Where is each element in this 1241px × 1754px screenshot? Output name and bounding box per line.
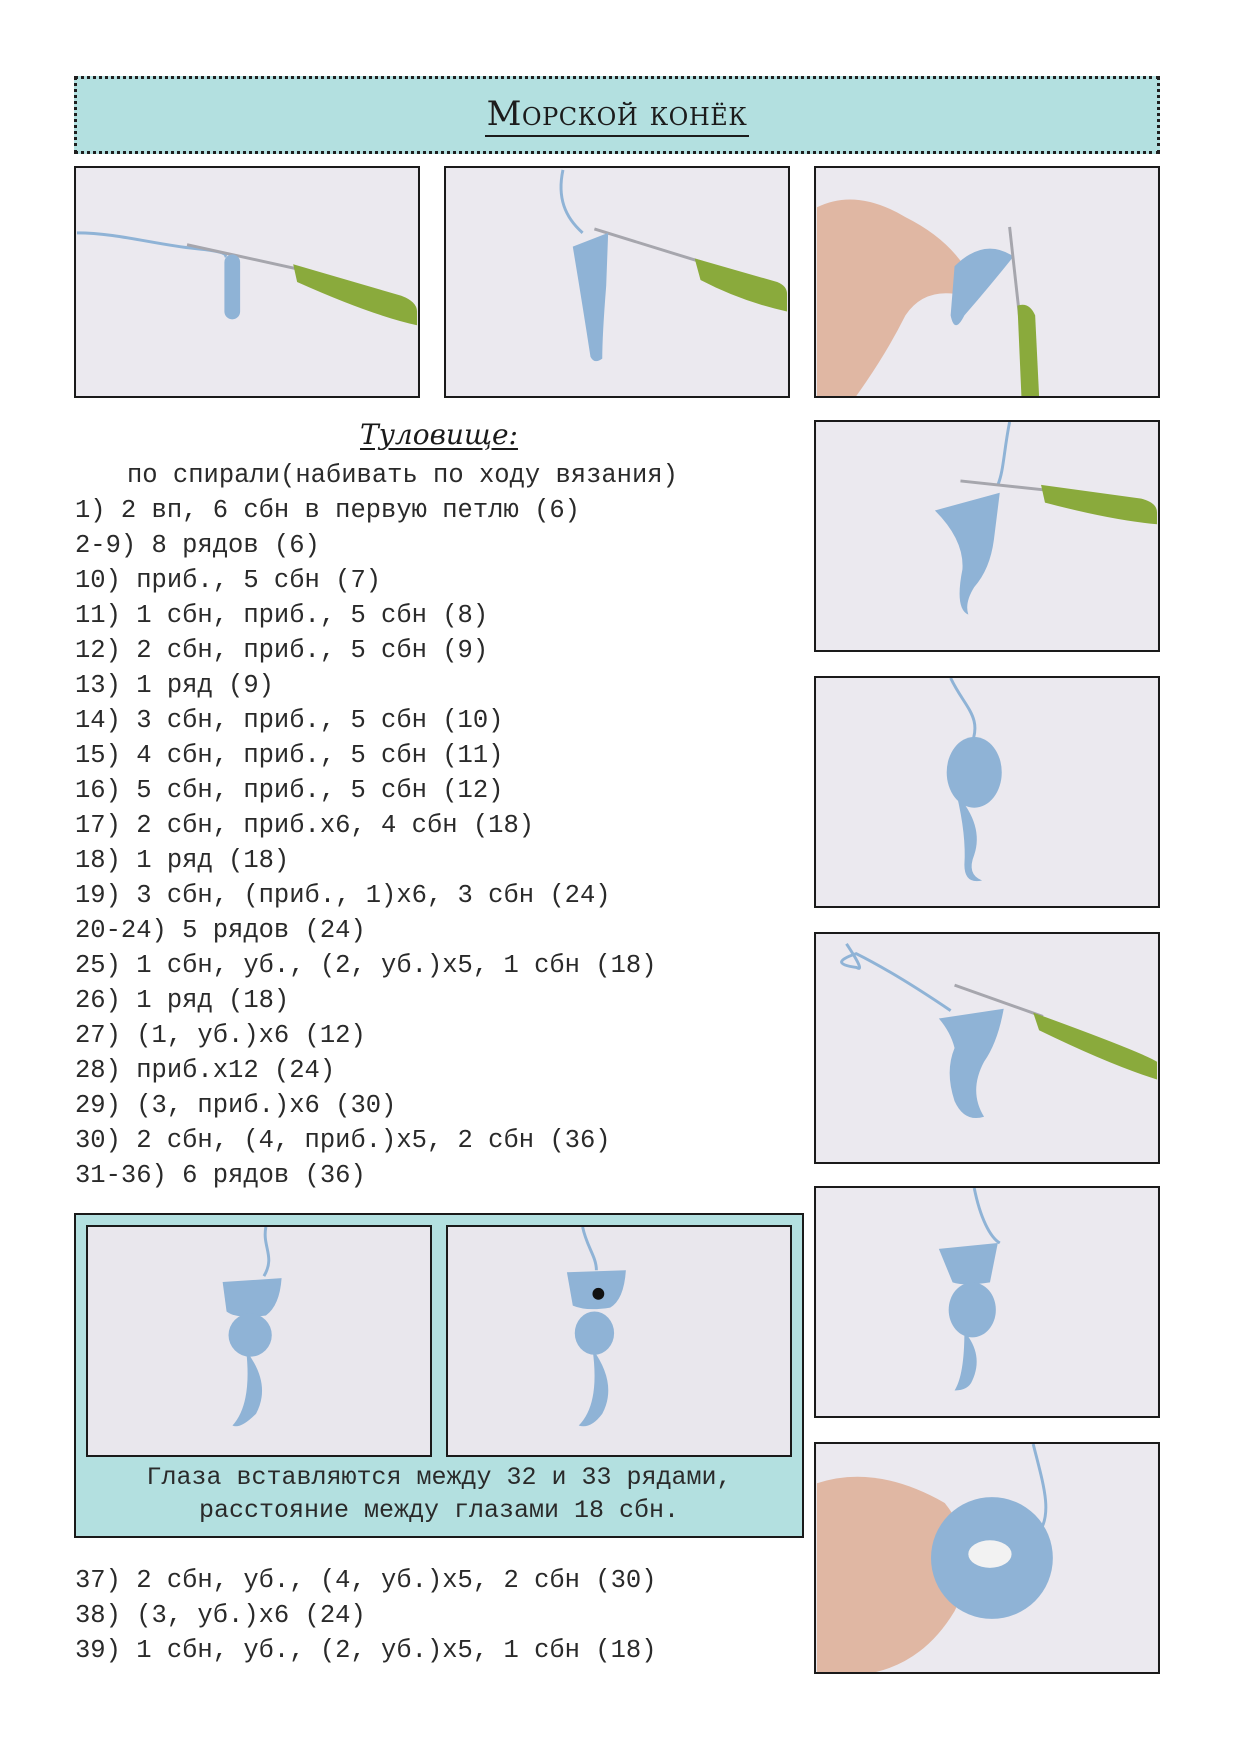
pattern-row: 37) 2 сбн, уб., (4, уб.)х5, 2 сбн (30) — [75, 1566, 657, 1595]
pattern-list — [75, 458, 678, 1193]
photo-step-5 — [814, 676, 1160, 908]
photo-eyes-before-image — [88, 1227, 430, 1455]
photo-step-4-image — [816, 422, 1158, 650]
pattern-row: 29) (3, приб.)х6 (30) — [75, 1091, 397, 1120]
section-title — [74, 418, 804, 451]
pattern-row: 2-9) 8 рядов (6) — [75, 531, 320, 560]
photo-step-3-image — [816, 168, 1158, 396]
pattern-row: 11) 1 сбн, приб., 5 сбн (8) — [75, 601, 489, 630]
eyes-note-line2: расстояние между глазами 18 сбн. — [198, 1496, 680, 1525]
photo-step-2 — [444, 166, 790, 398]
title-banner — [74, 76, 1160, 154]
pattern-row: 26) 1 ряд (18) — [75, 986, 290, 1015]
photo-step-6-image — [816, 934, 1158, 1162]
pattern-row: 18) 1 ряд (18) — [75, 846, 290, 875]
photo-eyes-after-image — [448, 1227, 790, 1455]
pattern-row: 10) приб., 5 сбн (7) — [75, 566, 382, 595]
photo-step-4 — [814, 420, 1160, 652]
photo-step-8 — [814, 1442, 1160, 1674]
pattern-row: 20-24) 5 рядов (24) — [75, 916, 366, 945]
pattern-row: 12) 2 сбн, приб., 5 сбн (9) — [75, 636, 489, 665]
pattern-row: 13) 1 ряд (9) — [75, 671, 274, 700]
pattern-subtitle: по спирали(набивать по ходу вязания) — [127, 461, 678, 490]
pattern-row: 16) 5 сбн, приб., 5 сбн (12) — [75, 776, 504, 805]
photo-step-1-image — [76, 168, 418, 396]
pattern-row: 28) приб.х12 (24) — [75, 1056, 336, 1085]
photo-step-3 — [814, 166, 1160, 398]
photo-step-8-image — [816, 1444, 1158, 1672]
pattern-list-continued — [75, 1563, 657, 1668]
pattern-row: 17) 2 сбн, приб.х6, 4 сбн (18) — [75, 811, 535, 840]
pattern-row: 30) 2 сбн, (4, приб.)х5, 2 сбн (36) — [75, 1126, 611, 1155]
photo-eyes-before — [86, 1225, 432, 1457]
pattern-row: 27) (1, уб.)х6 (12) — [75, 1021, 366, 1050]
photo-step-6 — [814, 932, 1160, 1164]
pattern-row: 15) 4 сбн, приб., 5 сбн (11) — [75, 741, 504, 770]
pattern-row: 25) 1 сбн, уб., (2, уб.)х5, 1 сбн (18) — [75, 951, 657, 980]
photo-eyes-after — [446, 1225, 792, 1457]
pattern-row: 1) 2 вп, 6 сбн в первую петлю (6) — [75, 496, 580, 525]
photo-step-5-image — [816, 678, 1158, 906]
photo-step-7 — [814, 1186, 1160, 1418]
photo-step-7-image — [816, 1188, 1158, 1416]
eyes-note-line1: Глаза вставляются между 32 и 33 рядами, — [146, 1463, 732, 1492]
pattern-row: 38) (3, уб.)х6 (24) — [75, 1601, 366, 1630]
pattern-row: 31-36) 6 рядов (36) — [75, 1161, 366, 1190]
photo-step-2-image — [446, 168, 788, 396]
pattern-row: 14) 3 сбн, приб., 5 сбн (10) — [75, 706, 504, 735]
pattern-row: 19) 3 сбн, (приб., 1)х6, 3 сбн (24) — [75, 881, 611, 910]
pattern-row: 39) 1 сбн, уб., (2, уб.)х5, 1 сбн (18) — [75, 1636, 657, 1665]
eyes-info-box — [74, 1213, 804, 1538]
eyes-note — [76, 1461, 802, 1527]
section-title-text: Туловище: — [360, 418, 518, 451]
page-title: Морской конёк — [485, 94, 750, 137]
photo-step-1 — [74, 166, 420, 398]
